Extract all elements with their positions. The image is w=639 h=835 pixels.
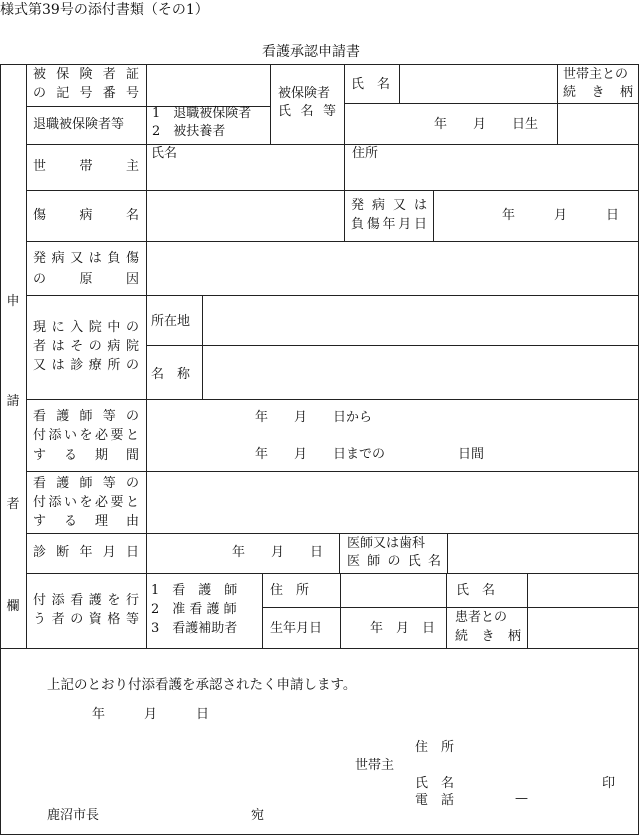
form-number: 様式第39号の添付書類（その1） bbox=[0, 2, 209, 18]
retired-option-1[interactable]: 1 退職被保険者 bbox=[152, 106, 252, 121]
period-label-2: 付添いを必要と bbox=[33, 428, 139, 443]
reason-label-1: 看護師等の bbox=[33, 476, 139, 491]
insured-label-1: 被保険者 bbox=[278, 86, 331, 101]
caregiver-dob-date: 年 月 日 bbox=[370, 621, 436, 636]
relation-label-1: 世帯主との bbox=[563, 67, 629, 82]
doctor-label-1: 医師又は歯科 bbox=[347, 536, 426, 551]
disease-field[interactable] bbox=[148, 192, 342, 239]
caregiver-name-field[interactable] bbox=[529, 575, 637, 606]
side-char-1: 申 bbox=[6, 294, 20, 309]
caregiver-relation-label-1: 患者との bbox=[455, 610, 508, 625]
insured-label-2: 氏 名 等 bbox=[278, 104, 336, 119]
side-char-3: 者 bbox=[6, 497, 20, 512]
addressee-honorific: 宛 bbox=[251, 808, 265, 823]
insured-code-label-1: 被保険者証 bbox=[33, 67, 139, 82]
reason-label-3: する理由 bbox=[33, 514, 139, 529]
disease-label: 傷病名 bbox=[33, 208, 139, 223]
insured-code-label-2: の記号番号 bbox=[33, 86, 139, 101]
reason-field[interactable] bbox=[148, 473, 637, 531]
household-head-label: 世帯主 bbox=[355, 758, 395, 773]
cause-label-1: 発病又は負傷 bbox=[33, 251, 139, 266]
hospital-location-label: 所在地 bbox=[151, 314, 191, 329]
caregiver-relation-label-2: 続 き 柄 bbox=[455, 629, 521, 644]
declaration-statement: 上記のとおり付添看護を承認されたく申請します。 bbox=[47, 677, 357, 693]
caregiver-option-1[interactable]: 1 看 護 師 bbox=[151, 583, 238, 598]
insured-name-label: 氏 名 bbox=[351, 77, 391, 92]
caregiver-address-label: 住 所 bbox=[270, 583, 310, 598]
retired-label: 退職被保険者等 bbox=[33, 117, 125, 132]
doctor-name-field[interactable] bbox=[449, 535, 637, 571]
applicant-address-label: 住 所 bbox=[415, 740, 455, 755]
caregiver-label-1: 付添看護を行 bbox=[33, 593, 139, 608]
insured-name-field[interactable] bbox=[401, 66, 555, 102]
form-title: 看護承認申請書 bbox=[262, 44, 360, 60]
cause-field[interactable] bbox=[148, 243, 637, 293]
reason-label-2: 付添いを必要と bbox=[33, 495, 139, 510]
hospital-label-3: 又は診療所の bbox=[33, 358, 139, 373]
caregiver-option-2[interactable]: 2 准 看 護 師 bbox=[151, 602, 237, 617]
period-label-3: する期間 bbox=[33, 448, 139, 463]
caregiver-label-2: う者の資格等 bbox=[33, 612, 139, 627]
hospital-label-1: 現に入院中の bbox=[33, 320, 139, 335]
phone-dash: — bbox=[515, 791, 528, 806]
onset-date: 年 月 日 bbox=[502, 208, 620, 223]
period-days: 日間 bbox=[458, 447, 485, 462]
side-char-2: 請 bbox=[6, 394, 20, 409]
diagnosis-label: 診断年月日 bbox=[33, 545, 139, 560]
birth-date-label: 年 月 日生 bbox=[434, 117, 539, 132]
caregiver-dob-label: 生年月日 bbox=[270, 621, 323, 636]
household-address-label: 住所 bbox=[352, 146, 379, 161]
household-label: 世帯主 bbox=[33, 159, 139, 174]
onset-label-2: 負傷年月日 bbox=[351, 217, 427, 232]
seal-mark: 印 bbox=[602, 776, 616, 791]
caregiver-address-field[interactable] bbox=[342, 575, 444, 606]
applicant-name-label: 氏 名 bbox=[415, 776, 455, 791]
diagnosis-date: 年 月 日 bbox=[232, 545, 324, 560]
side-char-4: 欄 bbox=[6, 599, 20, 614]
addressee-label: 鹿沼市長 bbox=[47, 808, 100, 823]
period-from: 年 月 日から bbox=[255, 410, 373, 425]
hospital-label-2: 者はその病院 bbox=[33, 339, 139, 354]
doctor-label-2: 医師の氏名 bbox=[347, 554, 441, 569]
insured-code-field[interactable] bbox=[148, 66, 268, 104]
cause-label-2: の 原 因 bbox=[33, 272, 139, 287]
household-name-label: 氏名 bbox=[151, 146, 178, 161]
retired-option-2[interactable]: 2 被扶養者 bbox=[152, 124, 226, 139]
hospital-name-label: 名 称 bbox=[151, 367, 191, 382]
caregiver-option-3[interactable]: 3 看護補助者 bbox=[151, 621, 238, 636]
application-date: 年 月 日 bbox=[92, 707, 210, 722]
onset-label-1: 発病又は bbox=[351, 198, 427, 213]
applicant-phone-label: 電 話 bbox=[415, 793, 455, 808]
caregiver-name-label: 氏 名 bbox=[456, 583, 496, 598]
period-to: 年 月 日までの bbox=[255, 447, 386, 462]
period-label-1: 看護師等の bbox=[33, 409, 139, 424]
relation-label-2: 続 き 柄 bbox=[563, 85, 633, 100]
